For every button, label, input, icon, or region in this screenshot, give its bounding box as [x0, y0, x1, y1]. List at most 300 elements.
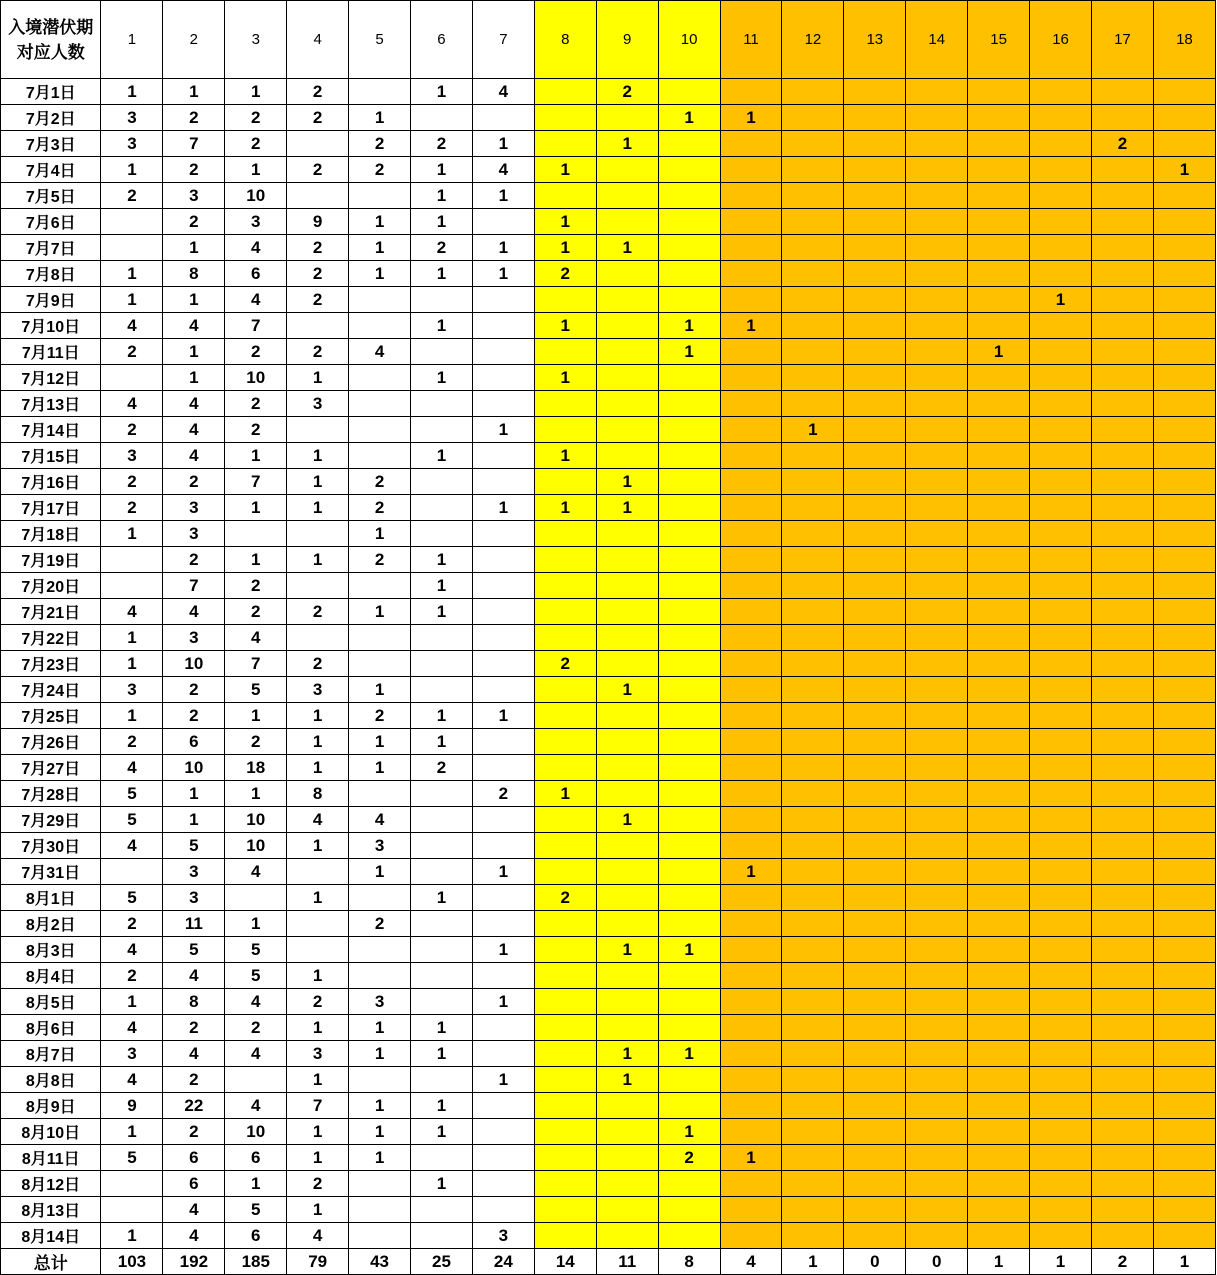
table-cell: [596, 859, 658, 885]
table-cell: 1: [287, 1145, 349, 1171]
table-cell: [1153, 755, 1215, 781]
table-cell: 8: [287, 781, 349, 807]
table-row: [1, 1223, 1216, 1249]
table-cell: [1153, 1041, 1215, 1067]
table-cell: 1: [349, 677, 411, 703]
table-cell: [472, 833, 534, 859]
table-cell: 1: [163, 287, 225, 313]
table-cell: [906, 1015, 968, 1041]
total-cell: 11: [596, 1249, 658, 1275]
table-cell: 6: [163, 729, 225, 755]
table-row: [1, 937, 1216, 963]
table-cell: 4: [101, 313, 163, 339]
table-cell: [472, 209, 534, 235]
table-cell: [225, 1067, 287, 1093]
table-cell: [720, 495, 782, 521]
table-cell: [472, 547, 534, 573]
table-cell: [906, 235, 968, 261]
table-cell: 1: [411, 365, 473, 391]
table-cell: 1: [411, 729, 473, 755]
table-cell: [782, 131, 844, 157]
table-cell: [968, 807, 1030, 833]
table-cell: 3: [472, 1223, 534, 1249]
table-cell: [844, 1145, 906, 1171]
table-row: [1, 131, 1216, 157]
table-cell: 4: [101, 937, 163, 963]
table-cell: [1030, 391, 1092, 417]
table-cell: [349, 963, 411, 989]
row-date: 7月18日: [1, 521, 101, 547]
table-cell: [101, 1171, 163, 1197]
table-cell: [534, 1223, 596, 1249]
table-cell: 2: [349, 157, 411, 183]
table-cell: [596, 729, 658, 755]
table-cell: [225, 521, 287, 547]
table-cell: [658, 599, 720, 625]
row-date: 7月2日: [1, 105, 101, 131]
table-cell: [968, 833, 1030, 859]
table-cell: [658, 807, 720, 833]
table-cell: 2: [287, 599, 349, 625]
table-cell: [720, 261, 782, 287]
table-cell: 1: [349, 235, 411, 261]
table-cell: [844, 859, 906, 885]
table-cell: [472, 469, 534, 495]
table-cell: [782, 209, 844, 235]
table-cell: [534, 339, 596, 365]
table-cell: [1030, 261, 1092, 287]
table-cell: [658, 261, 720, 287]
table-cell: [906, 79, 968, 105]
table-cell: [596, 313, 658, 339]
row-date: 7月14日: [1, 417, 101, 443]
table-cell: 1: [1030, 287, 1092, 313]
table-cell: 2: [534, 651, 596, 677]
table-cell: [1030, 79, 1092, 105]
table-cell: [906, 443, 968, 469]
table-cell: 6: [225, 261, 287, 287]
row-date: 8月11日: [1, 1145, 101, 1171]
day-header: 7: [472, 1, 534, 79]
table-cell: [968, 79, 1030, 105]
table-cell: [472, 1093, 534, 1119]
table-cell: [968, 313, 1030, 339]
table-cell: [596, 573, 658, 599]
table-cell: [906, 261, 968, 287]
table-cell: 2: [287, 651, 349, 677]
table-cell: 4: [225, 859, 287, 885]
table-cell: [658, 469, 720, 495]
table-row: [1, 755, 1216, 781]
table-cell: 2: [101, 729, 163, 755]
table-cell: 1: [225, 443, 287, 469]
table-cell: 1: [720, 105, 782, 131]
table-cell: [968, 157, 1030, 183]
row-date: 7月28日: [1, 781, 101, 807]
table-cell: [906, 807, 968, 833]
total-cell: 1: [968, 1249, 1030, 1275]
table-cell: [1091, 625, 1153, 651]
table-cell: [1091, 1119, 1153, 1145]
table-cell: 2: [287, 287, 349, 313]
table-cell: 2: [101, 339, 163, 365]
table-cell: [1091, 807, 1153, 833]
table-cell: [906, 1171, 968, 1197]
table-cell: 1: [287, 1197, 349, 1223]
table-cell: [1091, 443, 1153, 469]
table-cell: [720, 183, 782, 209]
table-cell: [1091, 157, 1153, 183]
table-cell: [534, 599, 596, 625]
table-cell: 1: [720, 1145, 782, 1171]
table-cell: 2: [225, 573, 287, 599]
table-cell: 3: [163, 885, 225, 911]
table-cell: [906, 1067, 968, 1093]
table-cell: [1030, 443, 1092, 469]
table-cell: [968, 989, 1030, 1015]
table-cell: 3: [287, 1041, 349, 1067]
table-cell: [1153, 105, 1215, 131]
table-cell: 2: [225, 391, 287, 417]
table-cell: 1: [596, 1067, 658, 1093]
table-cell: [1091, 677, 1153, 703]
table-cell: [658, 1015, 720, 1041]
table-cell: [720, 469, 782, 495]
day-header: 15: [968, 1, 1030, 79]
table-cell: 1: [225, 495, 287, 521]
table-cell: [844, 1093, 906, 1119]
table-cell: [782, 885, 844, 911]
table-cell: [844, 911, 906, 937]
table-cell: 4: [349, 807, 411, 833]
table-cell: [658, 755, 720, 781]
table-cell: [906, 911, 968, 937]
table-cell: [1153, 599, 1215, 625]
table-cell: [1030, 417, 1092, 443]
table-cell: [658, 911, 720, 937]
table-cell: [906, 651, 968, 677]
table-cell: 1: [163, 365, 225, 391]
table-cell: [472, 391, 534, 417]
table-cell: 1: [287, 443, 349, 469]
table-cell: [658, 833, 720, 859]
table-cell: [287, 131, 349, 157]
day-header: 8: [534, 1, 596, 79]
table-cell: [1153, 365, 1215, 391]
table-cell: [782, 1171, 844, 1197]
table-cell: [1091, 989, 1153, 1015]
table-cell: [1153, 1171, 1215, 1197]
table-cell: [1091, 365, 1153, 391]
table-row: [1, 417, 1216, 443]
table-cell: 5: [101, 885, 163, 911]
table-cell: [349, 937, 411, 963]
table-row: [1, 1041, 1216, 1067]
table-cell: [968, 469, 1030, 495]
table-cell: [720, 885, 782, 911]
table-cell: 6: [163, 1145, 225, 1171]
table-cell: [968, 1145, 1030, 1171]
table-cell: [1091, 547, 1153, 573]
table-row: [1, 963, 1216, 989]
total-cell: 14: [534, 1249, 596, 1275]
table-cell: [472, 1197, 534, 1223]
table-cell: 4: [101, 833, 163, 859]
table-cell: 4: [163, 1197, 225, 1223]
table-cell: 9: [101, 1093, 163, 1119]
total-cell: 4: [720, 1249, 782, 1275]
table-cell: [472, 521, 534, 547]
table-cell: [658, 443, 720, 469]
table-cell: [596, 339, 658, 365]
table-cell: [349, 1223, 411, 1249]
table-cell: 2: [411, 235, 473, 261]
table-cell: [472, 365, 534, 391]
table-cell: 3: [101, 131, 163, 157]
table-cell: [1153, 989, 1215, 1015]
table-cell: 4: [225, 989, 287, 1015]
total-cell: 24: [472, 1249, 534, 1275]
table-cell: [720, 989, 782, 1015]
table-cell: [411, 989, 473, 1015]
table-cell: [844, 625, 906, 651]
table-cell: 5: [101, 807, 163, 833]
table-cell: [472, 1171, 534, 1197]
table-cell: [596, 183, 658, 209]
table-cell: [720, 729, 782, 755]
table-cell: [472, 885, 534, 911]
day-header: 4: [287, 1, 349, 79]
table-cell: [1091, 209, 1153, 235]
table-row: [1, 495, 1216, 521]
table-cell: [968, 677, 1030, 703]
table-cell: 4: [163, 599, 225, 625]
total-cell: 0: [844, 1249, 906, 1275]
table-cell: 1: [596, 469, 658, 495]
table-cell: [658, 677, 720, 703]
table-cell: [1153, 781, 1215, 807]
table-cell: [782, 495, 844, 521]
table-cell: [782, 729, 844, 755]
table-cell: [411, 781, 473, 807]
table-cell: [1091, 963, 1153, 989]
table-cell: 2: [287, 105, 349, 131]
table-cell: [1030, 859, 1092, 885]
table-cell: [1091, 1223, 1153, 1249]
table-cell: 1: [349, 1119, 411, 1145]
table-cell: [906, 833, 968, 859]
table-row: [1, 1093, 1216, 1119]
table-cell: 1: [225, 911, 287, 937]
day-header: 13: [844, 1, 906, 79]
row-date: 8月9日: [1, 1093, 101, 1119]
table-cell: [658, 1093, 720, 1119]
table-cell: [1091, 313, 1153, 339]
table-cell: [1153, 1119, 1215, 1145]
table-cell: [1153, 287, 1215, 313]
table-cell: [906, 495, 968, 521]
table-cell: [1153, 1197, 1215, 1223]
row-date: 8月2日: [1, 911, 101, 937]
table-cell: [287, 521, 349, 547]
table-cell: [844, 807, 906, 833]
table-cell: [782, 183, 844, 209]
row-date: 8月3日: [1, 937, 101, 963]
table-cell: [411, 677, 473, 703]
table-cell: [596, 885, 658, 911]
table-cell: [596, 911, 658, 937]
table-cell: 2: [472, 781, 534, 807]
table-cell: 2: [225, 599, 287, 625]
table-row: [1, 105, 1216, 131]
table-cell: [782, 1223, 844, 1249]
table-cell: [287, 937, 349, 963]
table-cell: [1030, 1015, 1092, 1041]
table-cell: [534, 1119, 596, 1145]
table-cell: 1: [349, 1145, 411, 1171]
table-cell: 2: [534, 885, 596, 911]
table-cell: [844, 79, 906, 105]
table-row: [1, 287, 1216, 313]
table-cell: [844, 209, 906, 235]
table-cell: [411, 651, 473, 677]
table-cell: 22: [163, 1093, 225, 1119]
table-cell: [534, 859, 596, 885]
row-date: 7月24日: [1, 677, 101, 703]
row-date: 7月12日: [1, 365, 101, 391]
table-cell: 1: [411, 261, 473, 287]
table-cell: [968, 729, 1030, 755]
table-cell: [844, 339, 906, 365]
table-cell: 3: [163, 521, 225, 547]
row-date: 7月9日: [1, 287, 101, 313]
table-cell: 1: [349, 859, 411, 885]
table-cell: [1091, 1015, 1153, 1041]
table-cell: 2: [287, 235, 349, 261]
table-cell: 5: [225, 937, 287, 963]
table-cell: [906, 1145, 968, 1171]
table-cell: [534, 287, 596, 313]
row-date: 7月19日: [1, 547, 101, 573]
table-cell: [287, 417, 349, 443]
table-cell: [782, 521, 844, 547]
table-cell: [1030, 495, 1092, 521]
table-cell: [472, 1119, 534, 1145]
table-cell: 1: [411, 1171, 473, 1197]
table-cell: [720, 391, 782, 417]
table-cell: [287, 625, 349, 651]
table-cell: [782, 365, 844, 391]
table-cell: [968, 1119, 1030, 1145]
table-cell: [720, 755, 782, 781]
table-cell: [411, 833, 473, 859]
table-cell: [782, 807, 844, 833]
table-cell: [720, 625, 782, 651]
table-cell: 5: [225, 1197, 287, 1223]
row-date: 8月7日: [1, 1041, 101, 1067]
table-cell: [1030, 365, 1092, 391]
table-cell: [968, 573, 1030, 599]
row-date: 7月8日: [1, 261, 101, 287]
table-cell: 3: [163, 495, 225, 521]
table-cell: [534, 573, 596, 599]
table-cell: [349, 625, 411, 651]
table-cell: [1091, 833, 1153, 859]
table-cell: 3: [101, 1041, 163, 1067]
table-cell: [844, 495, 906, 521]
table-cell: [782, 1197, 844, 1223]
table-cell: [658, 651, 720, 677]
table-cell: [968, 651, 1030, 677]
table-row: [1, 703, 1216, 729]
table-cell: [658, 1197, 720, 1223]
row-date: 7月3日: [1, 131, 101, 157]
table-cell: 2: [163, 209, 225, 235]
table-cell: [720, 1015, 782, 1041]
table-cell: 4: [225, 625, 287, 651]
table-cell: [906, 365, 968, 391]
day-header: 10: [658, 1, 720, 79]
table-cell: [596, 157, 658, 183]
table-cell: [906, 547, 968, 573]
table-cell: [1153, 131, 1215, 157]
table-cell: 1: [472, 859, 534, 885]
table-cell: [596, 703, 658, 729]
table-cell: 5: [101, 781, 163, 807]
table-cell: 7: [225, 313, 287, 339]
table-cell: [782, 313, 844, 339]
row-date: 8月1日: [1, 885, 101, 911]
table-row: [1, 1067, 1216, 1093]
table-row: [1, 313, 1216, 339]
day-header: 18: [1153, 1, 1215, 79]
table-cell: [844, 703, 906, 729]
table-cell: [534, 937, 596, 963]
table-cell: [1030, 599, 1092, 625]
table-cell: [968, 885, 1030, 911]
table-cell: [844, 183, 906, 209]
table-cell: [1153, 625, 1215, 651]
table-cell: [968, 1093, 1030, 1119]
table-cell: [720, 573, 782, 599]
table-cell: [349, 183, 411, 209]
table-cell: [1091, 885, 1153, 911]
table-cell: [782, 833, 844, 859]
table-cell: [1153, 391, 1215, 417]
table-cell: 2: [287, 79, 349, 105]
table-cell: [1153, 521, 1215, 547]
table-cell: 2: [225, 729, 287, 755]
table-cell: [906, 391, 968, 417]
table-cell: [534, 417, 596, 443]
table-cell: [1091, 781, 1153, 807]
table-cell: 1: [472, 131, 534, 157]
table-cell: [782, 651, 844, 677]
table-cell: 1: [287, 495, 349, 521]
table-cell: 2: [163, 157, 225, 183]
table-cell: [968, 547, 1030, 573]
total-cell: 1: [782, 1249, 844, 1275]
table-cell: [720, 599, 782, 625]
table-cell: 1: [472, 495, 534, 521]
corner-header: 入境潜伏期对应人数: [1, 1, 101, 79]
table-cell: [1153, 703, 1215, 729]
table-row: [1, 391, 1216, 417]
table-cell: [472, 651, 534, 677]
table-cell: [658, 989, 720, 1015]
table-cell: [782, 287, 844, 313]
table-cell: 1: [225, 547, 287, 573]
